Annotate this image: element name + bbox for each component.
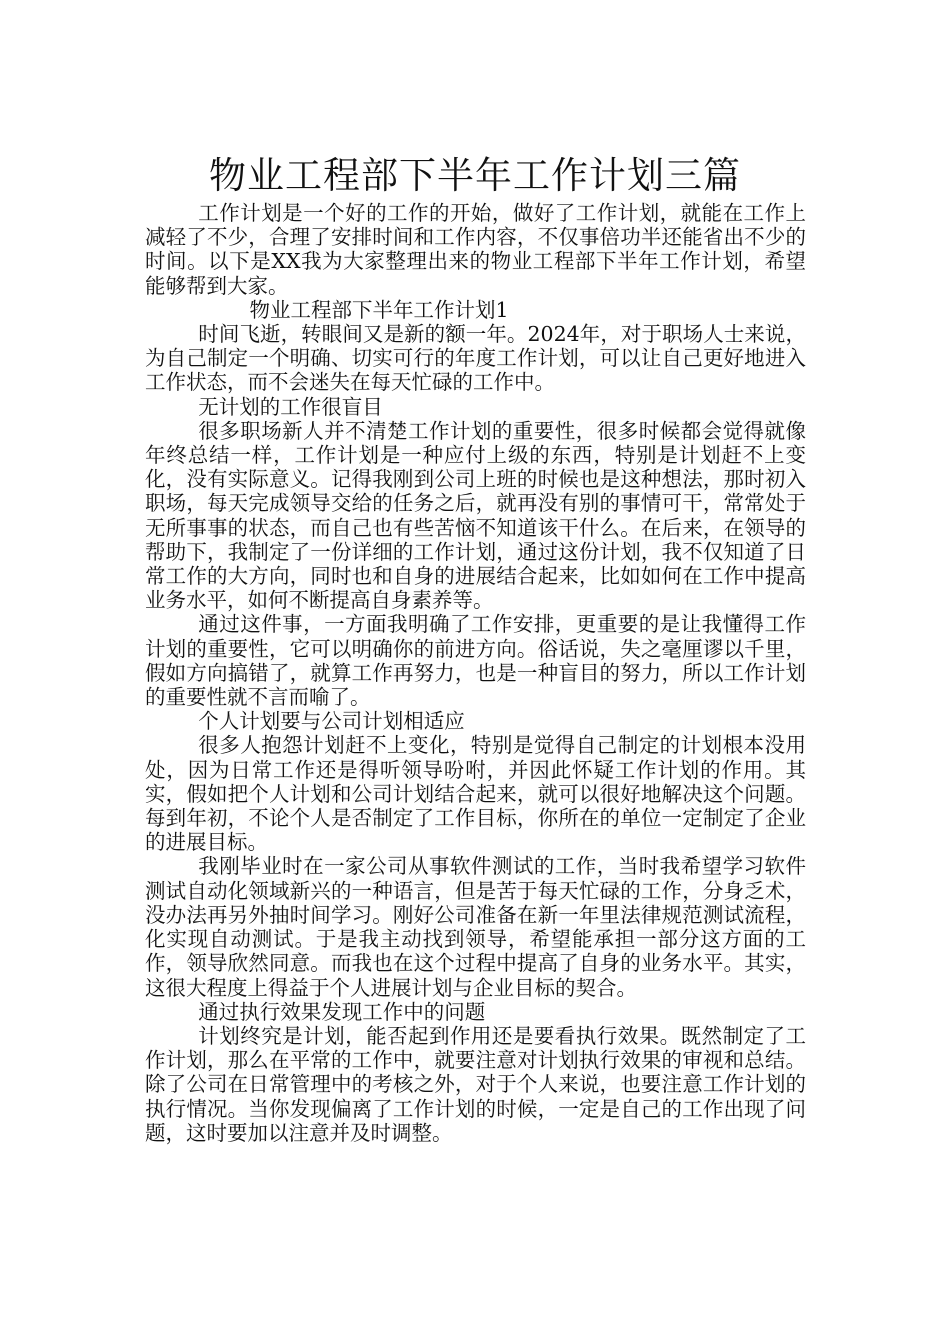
body-paragraph: 很多人抱怨计划赶不上变化，特别是觉得自己制定的计划根本没用处，因为日常工作还是得听领导吩咐，并因此怀疑工作计划的作用。其实，假如把个人计划和公司计划结合起来，就可以很好地解决这个问题。每到年初，不论个人是否制定了工作目标，你所在的单位一定制定了企业的进展目标。 (145, 733, 806, 855)
body-paragraph: 时间飞逝，转眼间又是新的额一年。2024年，对于职场人士来说，为自己制定一个明确、切实可行的年度工作计划，可以让自己更好地进入工作状态，而不会迷失在每天忙碌的工作中。 (145, 322, 806, 395)
intro-paragraph: 工作计划是一个好的工作的开始，做好了工作计划，就能在工作上减轻了不少，合理了安排时间和工作内容，不仅事倍功半还能省出不少的时间。以下是XX我为大家整理出来的物业工程部下半年工作计划，希望能够帮到大家。 (145, 201, 806, 298)
body-paragraph: 计划终究是计划，能否起到作用还是要看执行效果。既然制定了工作计划，那么在平常的工作中，就要注意对计划执行效果的审视和总结。除了公司在日常管理中的考核之外，对于个人来说，也要注意工作计划的执行情况。当你发现偏离了工作计划的时候，一定是自己的工作出现了问题，这时要加以注意并及时调整。 (145, 1023, 806, 1145)
body-paragraph: 很多职场新人并不清楚工作计划的重要性，很多时候都会觉得就像年终总结一样，工作计划是一种应付上级的东西，特别是计划赶不上变化，没有实际意义。记得我刚到公司上班的时候也是这种想法，那时初入职场，每天完成领导交给的任务之后，就再没有别的事情可干，常常处于无所事事的状态，而自己也有些苦恼不知道该干什么。在后来，在领导的帮助下，我制定了一份详细的工作计划，通过这份计划，我不仅知道了日常工作的大方向，同时也和自身的进展结合起来，比如如何在工作中提高业务水平，如何不断提高自身素养等。 (145, 418, 806, 613)
section-heading: 个人计划要与公司计划相适应 (198, 709, 465, 734)
plan-subtitle: 物业工程部下半年工作计划1 (249, 297, 509, 322)
section-heading: 通过执行效果发现工作中的问题 (198, 999, 486, 1024)
body-paragraph: 我刚毕业时在一家公司从事软件测试的工作，当时我希望学习软件测试自动化领域新兴的一种语言，但是苦于每天忙碌的工作，分身乏术，没办法再另外抽时间学习。刚好公司准备在新一年里法律规范测试流程，化实现自动测试。于是我主动找到领导，希望能承担一部分这方面的工作，领导欣然同意。而我也在这个过程中提高了自身的业务水平。其实，这很大程度上得益于个人进展计划与企业目标的契合。 (145, 854, 806, 1000)
document-body (145, 201, 806, 1145)
document-title: 物业工程部下半年工作计划三篇 (209, 153, 741, 197)
body-paragraph: 通过这件事，一方面我明确了工作安排，更重要的是让我懂得工作计划的重要性，它可以明确你的前进方向。俗话说，失之毫厘谬以千里，假如方向搞错了，就算工作再努力，也是一种盲目的努力，所以工作计划的重要性就不言而喻了。 (145, 612, 806, 710)
section-heading: 无计划的工作很盲目 (198, 394, 383, 419)
